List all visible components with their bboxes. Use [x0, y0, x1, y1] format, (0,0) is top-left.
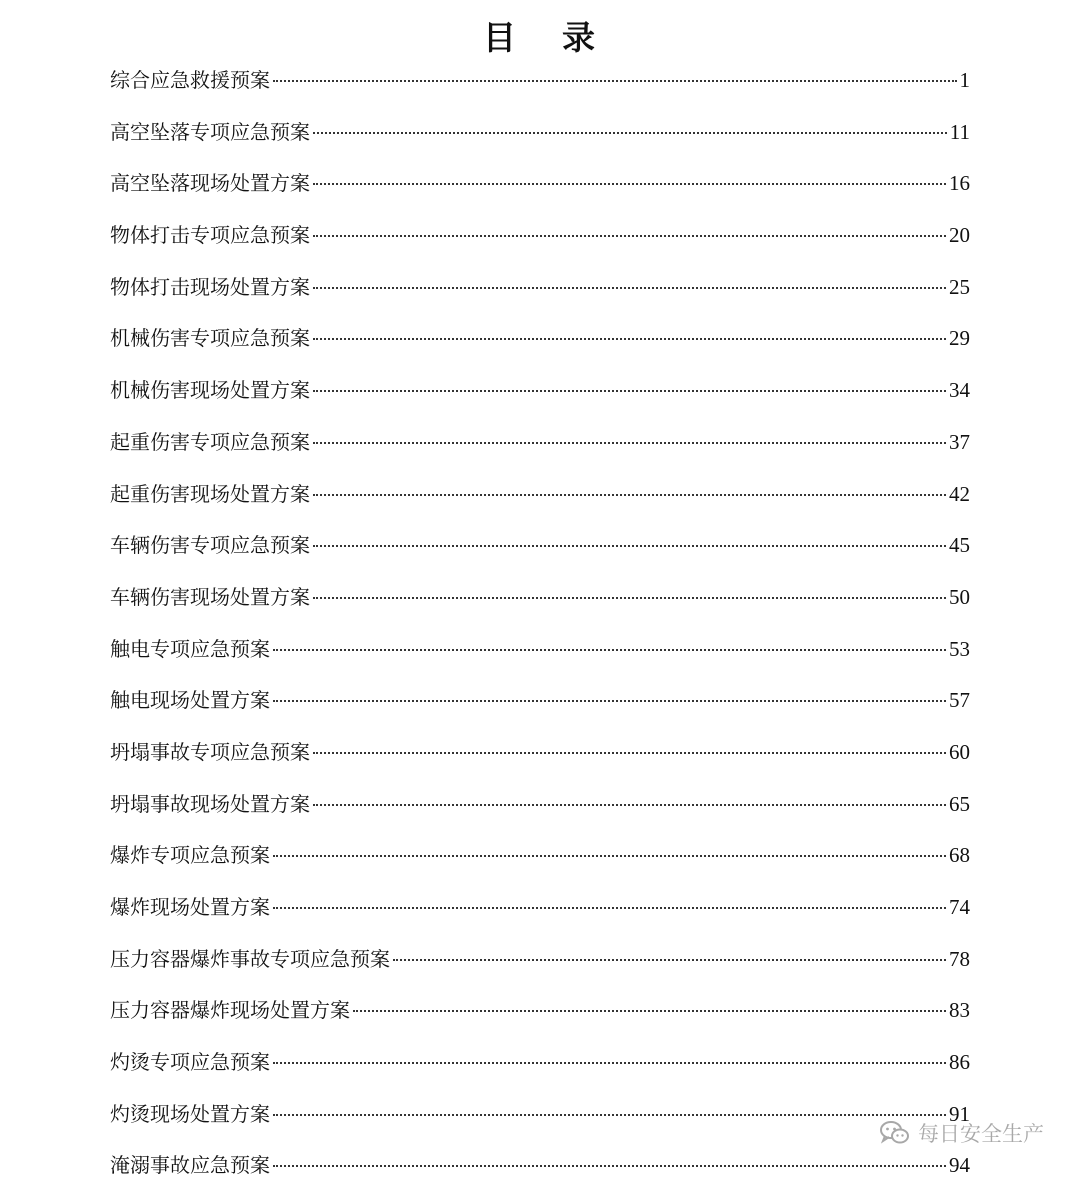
toc-entry-page-number[interactable]: 74: [949, 895, 970, 919]
toc-dot-leader: [313, 545, 946, 547]
toc-entry[interactable]: [110, 885, 970, 937]
toc-entry-label[interactable]: 车辆伤害专项应急预案: [110, 533, 310, 558]
toc-entry-label[interactable]: 起重伤害现场处置方案: [110, 481, 310, 506]
toc-entry-page-number[interactable]: 68: [949, 843, 970, 868]
title-char-1: 目: [483, 18, 518, 57]
toc-dot-leader: [313, 390, 946, 392]
toc-entry[interactable]: [110, 782, 970, 834]
toc-dot-leader: [273, 1062, 946, 1064]
toc-entry-label[interactable]: 坍塌事故专项应急预案: [110, 739, 310, 764]
toc-dot-leader: [273, 855, 946, 857]
toc-dot-leader: [273, 1165, 946, 1167]
toc-entry-label[interactable]: 爆炸专项应急预案: [110, 843, 270, 868]
toc-entry[interactable]: [110, 988, 970, 1040]
toc-entry-label[interactable]: 压力容器爆炸事故专项应急预案: [110, 946, 390, 971]
toc-entry-page-number[interactable]: 83: [949, 998, 970, 1023]
toc-entry-page-number[interactable]: 34: [949, 378, 970, 403]
toc-dot-leader: [313, 287, 946, 289]
toc-entry-page-number[interactable]: 53: [949, 636, 970, 661]
toc-entry[interactable]: [110, 937, 970, 989]
toc-entry[interactable]: [110, 58, 970, 110]
wechat-icon: [880, 1120, 910, 1146]
toc-entry-label[interactable]: 起重伤害专项应急预案: [110, 429, 310, 454]
toc-entry-label[interactable]: 高空坠落现场处置方案: [110, 171, 310, 196]
toc-entry-label[interactable]: 机械伤害现场处置方案: [110, 378, 310, 403]
toc-entry[interactable]: [110, 1143, 970, 1195]
toc-entry-label[interactable]: 淹溺事故应急预案: [110, 1153, 270, 1178]
toc-dot-leader: [313, 752, 946, 754]
toc-dot-leader: [313, 132, 947, 134]
toc-entry-label[interactable]: 触电专项应急预案: [110, 636, 270, 661]
toc-dot-leader: [353, 1010, 946, 1012]
toc-entry-page-number[interactable]: 78: [949, 946, 970, 971]
toc-entry[interactable]: [110, 472, 970, 524]
toc-entry[interactable]: [110, 368, 970, 420]
toc-entry-label[interactable]: 灼烫现场处置方案: [110, 1101, 270, 1126]
toc-entry-page-number[interactable]: 25: [949, 274, 970, 299]
toc-entry-page-number[interactable]: 11: [949, 119, 970, 144]
toc-dot-leader: [273, 907, 946, 909]
toc-entry-page-number[interactable]: 29: [949, 326, 970, 351]
watermark: [880, 1118, 1044, 1148]
toc-dot-leader: [313, 494, 946, 496]
toc-entry-label[interactable]: 高空坠落专项应急预案: [110, 119, 310, 144]
toc-entry[interactable]: [110, 575, 970, 627]
toc-entry[interactable]: [110, 833, 970, 885]
title-char-2: 录: [562, 18, 597, 57]
toc-entry[interactable]: [110, 730, 970, 782]
toc-entry[interactable]: [110, 161, 970, 213]
toc-dot-leader: [313, 183, 946, 185]
toc-dot-leader: [273, 80, 957, 82]
toc-entry-page-number[interactable]: 16: [949, 171, 970, 196]
toc-entry[interactable]: [110, 110, 970, 162]
toc-dot-leader: [313, 235, 946, 237]
toc-entry[interactable]: [110, 523, 970, 575]
page-title: [0, 12, 1080, 59]
toc-dot-leader: [273, 649, 946, 651]
toc-entry-page-number[interactable]: 94: [949, 1153, 970, 1178]
toc-entry-label[interactable]: 车辆伤害现场处置方案: [110, 584, 310, 609]
toc-entry[interactable]: [110, 1092, 970, 1144]
toc-entry-page-number[interactable]: 86: [949, 1050, 970, 1075]
toc-entry-label[interactable]: 压力容器爆炸现场处置方案: [110, 998, 350, 1023]
toc-entry-page-number[interactable]: 91: [949, 1101, 970, 1126]
toc-entry-label[interactable]: 触电现场处置方案: [110, 688, 270, 713]
toc-entry-page-number[interactable]: 1: [959, 68, 970, 92]
toc-entry[interactable]: [110, 213, 970, 265]
toc-entry-label[interactable]: 机械伤害专项应急预案: [110, 326, 310, 351]
watermark-text: 每日安全生产: [918, 1122, 1044, 1146]
toc-entry-page-number[interactable]: 57: [949, 688, 970, 713]
toc-entry-page-number[interactable]: 60: [949, 739, 970, 764]
toc-dot-leader: [313, 442, 946, 444]
toc-entry-page-number[interactable]: 37: [949, 429, 970, 454]
toc-entry[interactable]: [110, 678, 970, 730]
toc-entry-page-number[interactable]: 50: [949, 584, 970, 609]
toc-dot-leader: [313, 597, 946, 599]
toc-entry[interactable]: [110, 316, 970, 368]
toc-entry-page-number[interactable]: 20: [949, 223, 970, 248]
toc-entry-label[interactable]: 爆炸现场处置方案: [110, 895, 270, 919]
toc-entry-label[interactable]: 综合应急救援预案: [110, 68, 270, 92]
toc-entry-label[interactable]: 物体打击专项应急预案: [110, 223, 310, 248]
toc-dot-leader: [273, 1114, 946, 1116]
toc-entry[interactable]: [110, 1040, 970, 1092]
toc-entry-label[interactable]: 灼烫专项应急预案: [110, 1050, 270, 1075]
toc-dot-leader: [393, 959, 946, 961]
toc-entry[interactable]: [110, 627, 970, 679]
toc-entry[interactable]: [110, 420, 970, 472]
table-of-contents: [110, 58, 970, 1195]
toc-dot-leader: [313, 804, 946, 806]
toc-entry[interactable]: [110, 265, 970, 317]
toc-dot-leader: [313, 338, 946, 340]
toc-entry-label[interactable]: 坍塌事故现场处置方案: [110, 791, 310, 816]
toc-entry-label[interactable]: 物体打击现场处置方案: [110, 274, 310, 299]
toc-entry-page-number[interactable]: 45: [949, 533, 970, 558]
toc-entry-page-number[interactable]: 42: [949, 481, 970, 506]
toc-dot-leader: [273, 700, 946, 702]
toc-entry-page-number[interactable]: 65: [949, 791, 970, 816]
